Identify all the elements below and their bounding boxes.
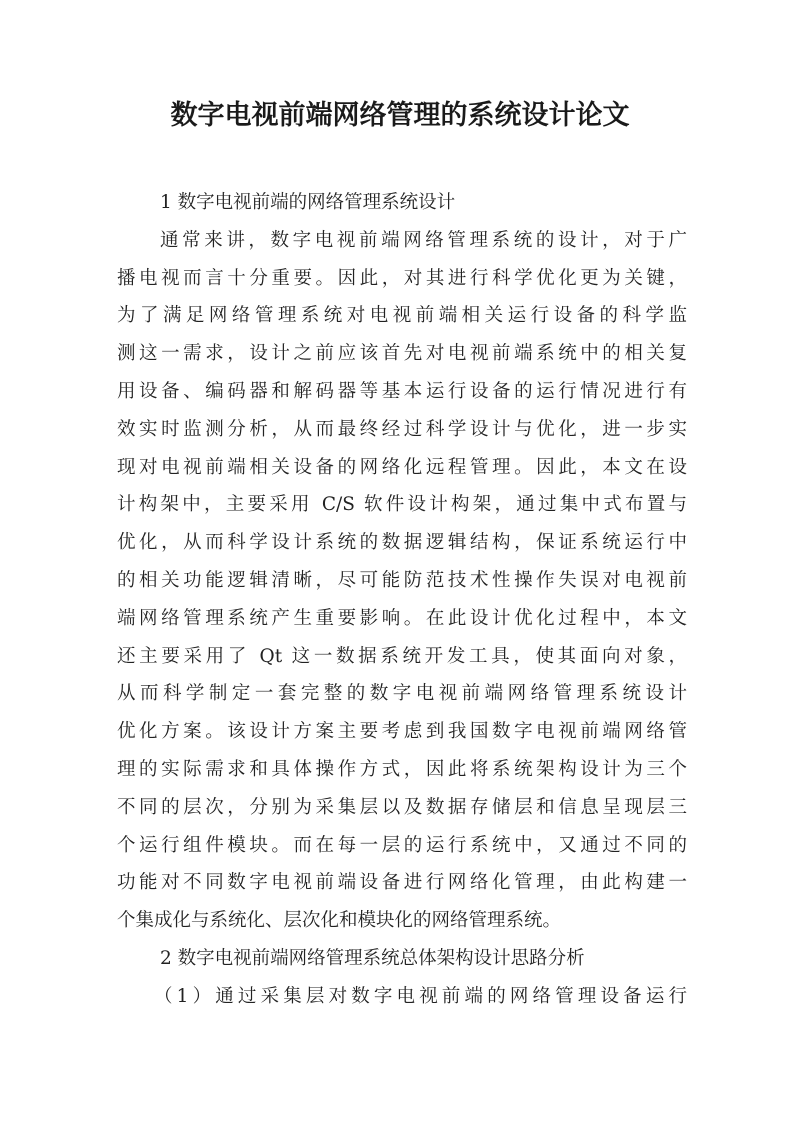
paragraph-line: 效实时监测分析，从而最终经过科学设计与优化，进一步实 — [117, 418, 687, 440]
paragraph-line: 不同的层次，分别为采集层以及数据存储层和信息呈现层三 — [117, 796, 687, 818]
paragraph-line: 测这一需求，设计之前应该首先对电视前端系统中的相关复 — [117, 343, 687, 365]
paragraph-line: 优化，从而科学设计系统的数据逻辑结构，保证系统运行中 — [117, 532, 687, 554]
section-heading-2: 2 数字电视前端网络管理系统总体架构设计思路分析 — [160, 947, 585, 969]
section-heading-1: 1 数字电视前端的网络管理系统设计 — [160, 192, 456, 213]
paragraph-line-last: 个集成化与系统化、层次化和模块化的网络管理系统。 — [117, 910, 562, 932]
document-title: 数字电视前端网络管理的系统设计论文 — [170, 100, 630, 131]
paragraph-line: 通常来讲，数字电视前端网络管理系统的设计，对于广 — [160, 229, 687, 251]
paragraph-line: 功能对不同数字电视前端设备进行网络化管理，由此构建一 — [117, 872, 687, 894]
paragraph-line: 现对电视前端相关设备的网络化远程管理。因此，本文在设 — [117, 456, 687, 478]
paragraph-line: 播电视而言十分重要。因此，对其进行科学优化更为关键， — [117, 267, 687, 289]
paragraph-line: 理的实际需求和具体操作方式，因此将系统架构设计为三个 — [117, 758, 687, 780]
numbered-item-1: （1）通过采集层对数字电视前端的网络管理设备运行 — [154, 985, 687, 1007]
paragraph-line: 的相关功能逻辑清晰，尽可能防范技术性操作失误对电视前 — [117, 569, 687, 591]
paragraph-line: 为了满足网络管理系统对电视前端相关运行设备的科学监 — [117, 305, 687, 327]
paragraph-line: 个运行组件模块。而在每一层的运行系统中，又通过不同的 — [117, 834, 687, 856]
paragraph-line: 优化方案。该设计方案主要考虑到我国数字电视前端网络管 — [117, 721, 687, 743]
paragraph-line: 计构架中，主要采用 C/S 软件设计构架，通过集中式布置与 — [117, 494, 687, 516]
paragraph-line: 还主要采用了 Qt 这一数据系统开发工具，使其面向对象， — [117, 645, 687, 667]
paragraph-line: 用设备、编码器和解码器等基本运行设备的运行情况进行有 — [117, 380, 687, 402]
document-body — [117, 184, 687, 1016]
paragraph-line: 端网络管理系统产生重要影响。在此设计优化过程中，本文 — [117, 607, 687, 629]
paragraph-line: 从而科学制定一套完整的数字电视前端网络管理系统设计 — [117, 683, 687, 705]
